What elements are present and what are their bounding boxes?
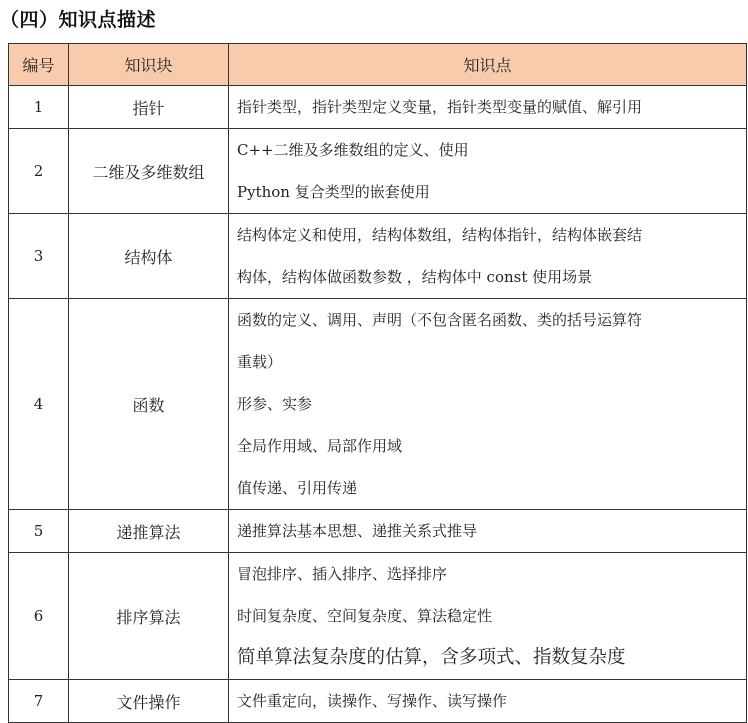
table-row <box>9 510 747 553</box>
point-line: 全局作用域、局部作用域 <box>237 437 403 455</box>
point-line: 值传递、引用传递 <box>237 479 358 497</box>
row-block: 递推算法 <box>69 510 229 553</box>
table-row <box>9 214 747 299</box>
point-line: 重载） <box>237 353 283 371</box>
table-row <box>9 553 747 680</box>
point-line: 文件重定向，读操作、写操作、读写操作 <box>237 692 508 710</box>
row-points <box>229 86 747 129</box>
table-row <box>9 680 747 723</box>
row-block: 函数 <box>69 299 229 510</box>
point-line: C++二维及多维数组的定义、使用 <box>237 141 469 159</box>
point-line: 简单算法复杂度的估算，含多项式、指数复杂度 <box>237 647 626 668</box>
table-row <box>9 86 747 129</box>
row-num: 4 <box>9 299 69 510</box>
row-num: 2 <box>9 129 69 214</box>
row-points <box>229 510 747 553</box>
row-num: 6 <box>9 553 69 680</box>
row-block: 文件操作 <box>69 680 229 723</box>
row-points <box>229 680 747 723</box>
point-line: 形参、实参 <box>237 395 313 413</box>
point-line: 构体，结构体做函数参数 ，结构体中 const 使用场景 <box>237 268 593 286</box>
row-num: 7 <box>9 680 69 723</box>
point-line: 时间复杂度、空间复杂度、算法稳定性 <box>237 607 493 625</box>
table-row <box>9 129 747 214</box>
table-row <box>9 299 747 510</box>
point-line: 结构体定义和使用，结构体数组，结构体指针，结构体嵌套结 <box>237 226 643 244</box>
row-block: 指针 <box>69 86 229 129</box>
header-points: 知识点 <box>229 44 747 86</box>
table-header-row <box>9 44 747 86</box>
row-num: 3 <box>9 214 69 299</box>
header-block: 知识块 <box>69 44 229 86</box>
row-block: 二维及多维数组 <box>69 129 229 214</box>
point-line: 冒泡排序、插入排序、选择排序 <box>237 565 448 583</box>
row-points <box>229 129 747 214</box>
row-num: 1 <box>9 86 69 129</box>
row-num: 5 <box>9 510 69 553</box>
header-num: 编号 <box>9 44 69 86</box>
row-points <box>229 214 747 299</box>
point-line: 函数的定义、调用、声明（不包含匿名函数、类的括号运算符 <box>237 311 643 329</box>
knowledge-table <box>8 43 747 723</box>
row-points <box>229 299 747 510</box>
point-line: 递推算法基本思想、递推关系式推导 <box>237 522 478 540</box>
row-block: 结构体 <box>69 214 229 299</box>
row-points <box>229 553 747 680</box>
point-line: Python 复合类型的嵌套使用 <box>237 183 430 201</box>
row-block: 排序算法 <box>69 553 229 680</box>
point-line: 指针类型，指针类型定义变量，指针类型变量的赋值、解引用 <box>237 98 643 116</box>
section-heading: （四）知识点描述 <box>0 9 157 31</box>
